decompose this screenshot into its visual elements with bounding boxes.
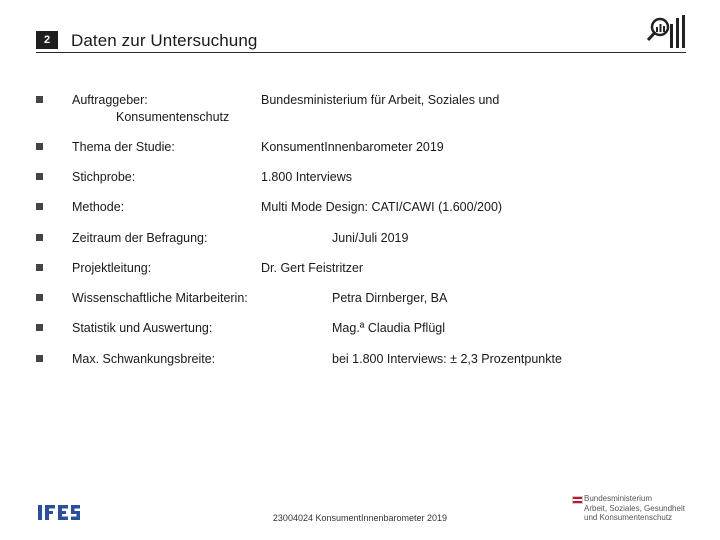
row-value: Mag.ª Claudia Pflügl — [332, 321, 446, 335]
page-title: Daten zur Untersuchung — [71, 31, 258, 50]
header-divider — [36, 52, 686, 53]
bullet — [36, 324, 43, 331]
chart-magnifier-icon — [645, 14, 687, 50]
bullet — [36, 294, 43, 301]
bullet — [36, 203, 43, 210]
page-number: 2 — [43, 34, 51, 46]
row-value: Bundesministerium für Arbeit, Soziales und — [261, 93, 500, 107]
row-label: Wissenschaftliche Mitarbeiterin: — [72, 291, 248, 305]
bullet — [36, 173, 43, 180]
ministry-line: und Konsumentenschutz — [584, 513, 673, 522]
row-label: Stichprobe: — [72, 170, 136, 184]
page-number-badge — [36, 31, 58, 49]
ministry-line: Bundesministerium — [584, 494, 653, 503]
bullet — [36, 234, 43, 241]
row-label-text: Auftraggeber: — [72, 93, 148, 107]
row-label: Zeitraum der Befragung: — [72, 231, 208, 245]
row-value: Multi Mode Design: CATI/CAWI (1.600/200) — [261, 200, 503, 214]
ministry-line: Arbeit, Soziales, Gesundheit — [584, 503, 685, 513]
row-value: 1.800 Interviews — [261, 170, 353, 184]
row-label-continuation: Konsumentenschutz — [116, 110, 230, 124]
austria-flag-icon — [572, 496, 583, 504]
row-label: Thema der Studie: — [72, 140, 175, 154]
row-label: Methode: — [72, 200, 125, 214]
bullet — [36, 355, 43, 362]
row-value: Dr. Gert Feistritzer — [261, 261, 364, 275]
bullet — [36, 264, 43, 271]
footer-study-reference: 23004024 KonsumentInnenbarometer 2019 — [272, 513, 448, 523]
row-label: Projektleitung: — [72, 261, 152, 275]
row-label — [72, 92, 229, 126]
row-value: Petra Dirnberger, BA — [332, 291, 448, 305]
row-value: bei 1.800 Interviews: ± 2,3 Prozentpunkte — [332, 352, 562, 366]
row-value: Juni/Juli 2019 — [332, 231, 409, 245]
bullet — [36, 143, 43, 150]
row-value: KonsumentInnenbarometer 2019 — [261, 140, 444, 154]
row-label: Max. Schwankungsbreite: — [72, 352, 216, 366]
bullet — [36, 96, 43, 103]
row-label: Statistik und Auswertung: — [72, 321, 213, 335]
